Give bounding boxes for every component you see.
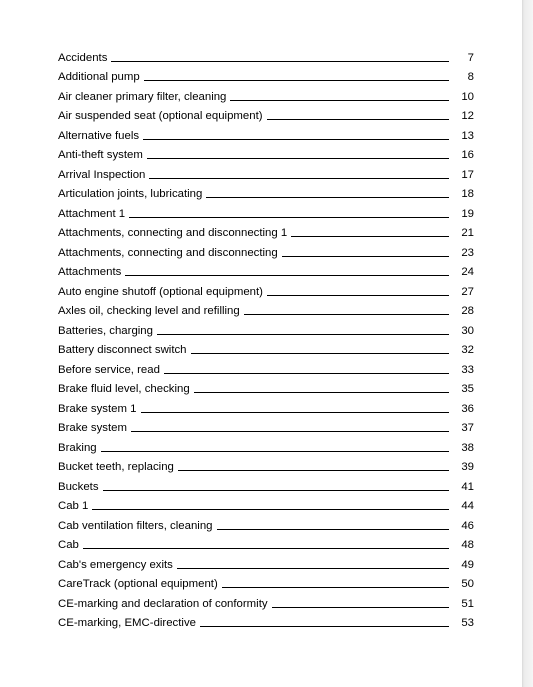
leader-line xyxy=(244,314,449,315)
leader-line xyxy=(222,587,449,588)
index-entry-page: 8 xyxy=(467,71,474,83)
index-entry-page: 46 xyxy=(461,519,474,532)
index-entry-label: Air suspended seat (optional equipment) xyxy=(58,110,263,122)
index-list xyxy=(58,45,474,630)
index-entry-page: 23 xyxy=(461,246,474,259)
index-entry[interactable] xyxy=(58,357,474,377)
leader-line xyxy=(200,626,449,627)
index-entry[interactable] xyxy=(58,513,474,533)
index-entry-page: 13 xyxy=(461,129,474,142)
leader-line xyxy=(164,373,449,374)
leader-line xyxy=(272,607,449,608)
index-entry-page: 53 xyxy=(461,617,474,629)
index-entry[interactable] xyxy=(58,260,474,280)
index-entry-label: Before service, read xyxy=(58,363,160,376)
index-entry[interactable] xyxy=(58,494,474,514)
index-entry-label: Anti-theft system xyxy=(58,149,143,161)
index-entry[interactable] xyxy=(58,240,474,260)
leader-line xyxy=(149,178,449,179)
index-entry[interactable] xyxy=(58,45,474,65)
index-entry[interactable] xyxy=(58,611,474,631)
leader-line xyxy=(178,470,449,471)
index-entry-page: 38 xyxy=(461,441,474,454)
index-entry-label: Auto engine shutoff (optional equipment) xyxy=(58,285,263,298)
index-entry-label: Cab's emergency exits xyxy=(58,558,173,571)
leader-line xyxy=(143,139,449,140)
index-entry[interactable] xyxy=(58,299,474,319)
index-entry-label: Bucket teeth, replacing xyxy=(58,461,174,473)
index-entry-label: Brake fluid level, checking xyxy=(58,383,190,395)
index-entry-label: Cab xyxy=(58,539,79,551)
index-entry[interactable] xyxy=(58,435,474,455)
index-entry[interactable] xyxy=(58,591,474,611)
index-entry[interactable] xyxy=(58,201,474,221)
index-entry-page: 16 xyxy=(461,149,474,161)
index-entry-page: 17 xyxy=(461,168,474,181)
index-entry-page: 18 xyxy=(461,188,474,200)
index-entry-page: 12 xyxy=(461,110,474,122)
index-entry[interactable] xyxy=(58,279,474,299)
index-entry-page: 21 xyxy=(461,227,474,239)
index-entry-label: Braking xyxy=(58,441,97,454)
index-entry-label: CareTrack (optional equipment) xyxy=(58,578,218,590)
leader-line xyxy=(230,100,449,101)
leader-line xyxy=(101,451,449,452)
index-entry-label: Buckets xyxy=(58,480,99,493)
index-entry-label: Articulation joints, lubricating xyxy=(58,188,203,200)
index-entry[interactable] xyxy=(58,416,474,436)
leader-line xyxy=(267,295,449,296)
leader-line xyxy=(177,568,449,569)
index-entry[interactable] xyxy=(58,84,474,104)
leader-line xyxy=(141,412,450,413)
index-entry-label: Attachments, connecting and disconnecting 1 xyxy=(58,227,288,239)
leader-line xyxy=(206,197,449,198)
index-entry-label: CE-marking and declaration of conformity xyxy=(58,597,268,610)
index-entry[interactable] xyxy=(58,474,474,494)
index-entry-label: Brake system xyxy=(58,422,127,434)
index-entry-label: Attachment 1 xyxy=(58,207,126,220)
index-entry-label: Cab ventilation filters, cleaning xyxy=(58,519,213,532)
leader-line xyxy=(131,431,449,432)
index-entry-page: 36 xyxy=(461,402,474,415)
leader-line xyxy=(92,509,449,510)
index-entry-label: CE-marking, EMC-directive xyxy=(58,617,196,629)
leader-line xyxy=(83,548,449,549)
index-entry[interactable] xyxy=(58,104,474,124)
index-entry-page: 49 xyxy=(461,558,474,571)
leader-line xyxy=(267,119,449,120)
index-entry-page: 48 xyxy=(461,539,474,551)
leader-line xyxy=(111,61,449,62)
index-entry[interactable] xyxy=(58,396,474,416)
index-entry-page: 51 xyxy=(461,597,474,610)
index-entry[interactable] xyxy=(58,318,474,338)
index-entry-page: 37 xyxy=(461,422,474,434)
index-entry-label: Brake system 1 xyxy=(58,402,137,415)
index-entry[interactable] xyxy=(58,455,474,475)
index-entry[interactable] xyxy=(58,162,474,182)
leader-line xyxy=(157,334,449,335)
index-entry-label: Batteries, charging xyxy=(58,324,153,337)
index-entry-label: Arrival Inspection xyxy=(58,168,146,181)
index-entry[interactable] xyxy=(58,123,474,143)
index-entry-label: Battery disconnect switch xyxy=(58,344,187,356)
index-entry-page: 27 xyxy=(461,285,474,298)
index-entry-page: 10 xyxy=(461,90,474,103)
index-entry-page: 50 xyxy=(461,578,474,590)
index-entry-label: Axles oil, checking level and refilling xyxy=(58,305,240,317)
leader-line xyxy=(282,256,449,257)
index-entry[interactable] xyxy=(58,552,474,572)
leader-line xyxy=(144,80,449,81)
index-entry-page: 32 xyxy=(461,344,474,356)
leader-line xyxy=(191,353,449,354)
index-entry-label: Alternative fuels xyxy=(58,129,140,142)
index-entry[interactable] xyxy=(58,65,474,85)
index-entry-page: 7 xyxy=(467,51,474,64)
leader-line xyxy=(194,392,449,393)
index-entry-label: Cab 1 xyxy=(58,500,89,512)
index-entry-page: 30 xyxy=(461,324,474,337)
leader-line xyxy=(147,158,449,159)
index-entry-label: Air cleaner primary filter, cleaning xyxy=(58,90,227,103)
index-entry[interactable] xyxy=(58,182,474,202)
index-entry-page: 44 xyxy=(461,500,474,512)
leader-line xyxy=(125,275,449,276)
index-entry-page: 19 xyxy=(461,207,474,220)
page-edge-shadow xyxy=(522,0,533,687)
index-entry-page: 24 xyxy=(461,266,474,278)
index-entry-page: 28 xyxy=(461,305,474,317)
leader-line xyxy=(103,490,449,491)
index-entry[interactable] xyxy=(58,143,474,163)
index-entry[interactable] xyxy=(58,338,474,358)
index-entry-page: 39 xyxy=(461,461,474,473)
index-entry-label: Accidents xyxy=(58,51,108,64)
index-entry[interactable] xyxy=(58,377,474,397)
leader-line xyxy=(291,236,449,237)
index-entry-page: 41 xyxy=(461,480,474,493)
leader-line xyxy=(217,529,450,530)
index-entry-page: 33 xyxy=(461,363,474,376)
index-entry-label: Additional pump xyxy=(58,71,140,83)
leader-line xyxy=(129,217,449,218)
index-entry-label: Attachments xyxy=(58,266,122,278)
index-entry[interactable] xyxy=(58,572,474,592)
index-entry-label: Attachments, connecting and disconnecting xyxy=(58,246,278,259)
index-entry[interactable] xyxy=(58,533,474,553)
index-entry-page: 35 xyxy=(461,383,474,395)
index-entry[interactable] xyxy=(58,221,474,241)
